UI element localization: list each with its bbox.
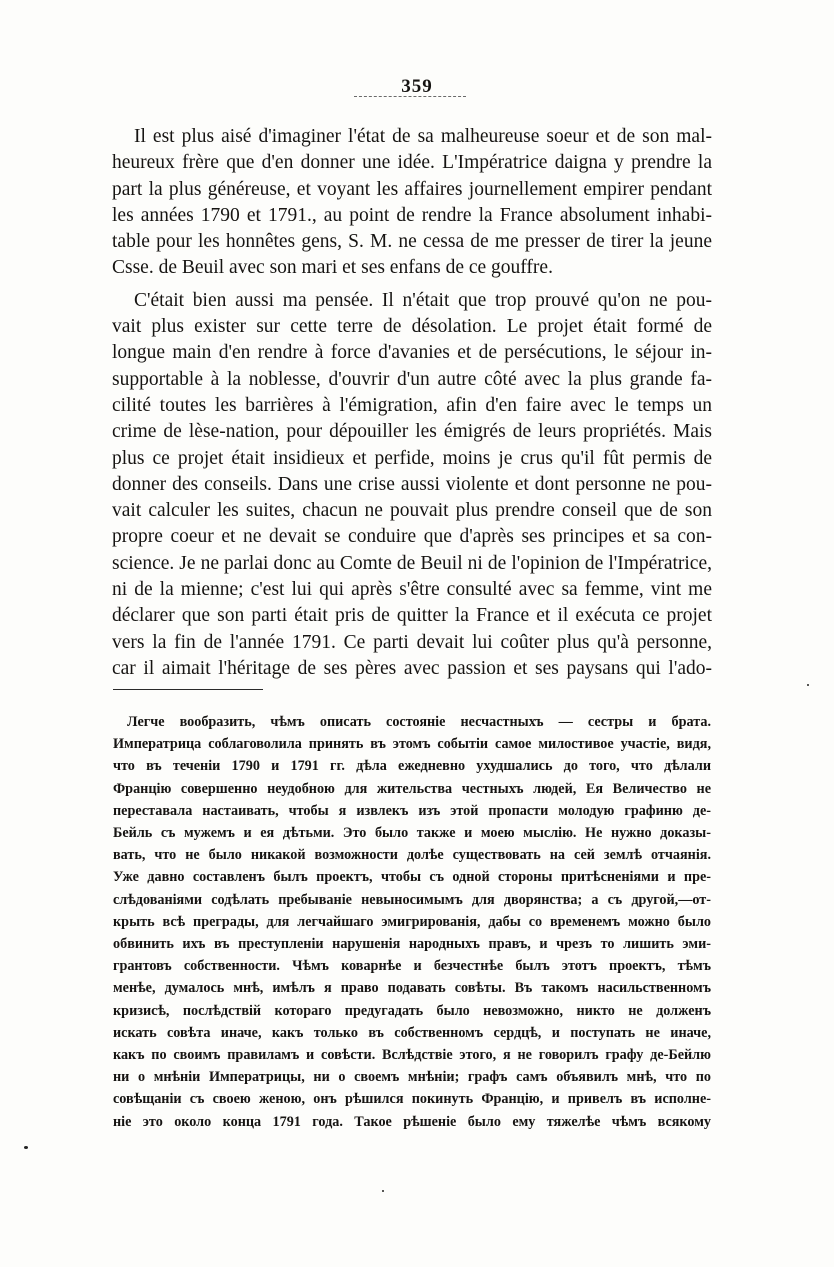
footnote-line: обвинить ихъ въ преступленіи нарушенія народныхъ правъ, и чрезъ то лишить эми- — [113, 936, 711, 953]
footnote-line: кризисѣ, послѣдствій котораго предугадать было невозможно, никто не долженъ — [113, 1002, 711, 1019]
footnote-line: слѣдованіями содѣлать пребываніе невыносимымъ для дворянства; а съ другой,—от- — [113, 891, 711, 908]
footnote-line: Легче вообразить, чѣмъ описать состояніе несчастныхъ — сестры и брата. — [127, 714, 711, 730]
page-number: 359 — [401, 76, 433, 97]
footnote-line: ни о мнѣніи Императрицы, ни о своемъ мнѣніи; графъ самъ объявилъ мнѣ, что по — [113, 1069, 711, 1086]
footnote-line: Францію совершенно неудобною для жительства честныхъ людей, Ея Величество не — [113, 780, 711, 797]
text-line: Csse. de Beuil avec son mari et ses enfans de ce gouffre. — [112, 257, 553, 279]
footnote-text — [113, 711, 711, 1133]
text-line: supportable à la noblesse, d'ouvrir d'un autre côté avec la plus grande fa- — [112, 368, 712, 390]
footnote-line: искать совѣта иначе, какъ только въ собственномъ сердцѣ, и поступать не иначе, — [113, 1024, 711, 1041]
footnote-line: Бейль съ мужемъ и ея дѣтьми. Это было также и моею мыслію. Не нужно доказы- — [113, 825, 711, 842]
text-line: Il est plus aisé d'imaginer l'état de sa malheureuse soeur et de son mal- — [134, 126, 712, 147]
page-number-rule — [354, 96, 466, 97]
ink-speck — [24, 1146, 28, 1149]
footnote-line: ніе это около конца 1791 года. Такое рѣшеніе было ему тяжелѣе чѣмъ всякому — [113, 1113, 711, 1130]
text-line: C'était bien aussi ma pensée. Il n'était que trop prouvé qu'on ne pou- — [134, 289, 712, 311]
footnote-line: крыть всѣ преграды, для легчайшаго эмигрированія, дабы со временемъ можно было — [113, 913, 711, 930]
text-line: propre coeur et ne devait se conduire que d'après ses principes et sa con- — [112, 526, 712, 548]
footnote-line: какъ по своимъ правиламъ и совѣсти. Вслѣдствіе этого, я не говорилъ графу де-Бейлю — [113, 1047, 711, 1064]
ink-speck — [382, 1190, 384, 1192]
footnote-line: Императрица соблаговолила принять въ этомъ событіи самое милостивое участіе, видя, — [113, 736, 711, 753]
footnote-line: вать, что не было никакой возможности долѣе существовать на сей землѣ отчаянія. — [113, 847, 711, 864]
footnote-line: Уже давно составленъ былъ проектъ, чтобы съ одной стороны притѣсненіями и пре- — [113, 869, 711, 886]
main-text — [112, 124, 712, 682]
text-line: déclarer que son parti était pris de quitter la France et il exécuta ce projet — [112, 605, 712, 627]
text-line: science. Je ne parlai donc au Comte de Beuil ni de l'opinion de l'Impératrice, — [112, 552, 712, 574]
text-line: cilité toutes les barrières à l'émigration, afin d'en faire avec le temps un — [112, 394, 712, 416]
ink-speck — [807, 684, 809, 686]
footnote-line: совѣщаніи съ своею женою, онъ рѣшился покинуть Францію, и привелъ въ исполне- — [113, 1091, 711, 1108]
footnote-line: грантовъ собственности. Чѣмъ коварнѣе и безчестнѣе былъ этотъ проектъ, тѣмъ — [113, 958, 711, 975]
text-line: les années 1790 et 1791., au point de rendre la France absolument inhabi- — [112, 204, 712, 226]
footnote-line: менѣе, думалось мнѣ, имѣлъ я право подавать совѣты. Въ такомъ насильственномъ — [113, 980, 711, 997]
text-line: longue main d'en rendre à force d'avanies et de persécutions, le séjour in- — [112, 342, 712, 364]
text-line: vers la fin de l'année 1791. Ce parti devait lui coûter plus qu'à personne, — [112, 631, 712, 653]
text-line: car il aimait l'héritage de ses pères avec passion et ses paysans qui l'ado- — [112, 657, 712, 679]
text-line: heureux frère que d'en donner une idée. L'Impératrice daigna y prendre la — [112, 152, 712, 174]
text-line: crime de lèse-nation, pour dépouiller les émigrés de leurs propriétés. Mais — [112, 421, 712, 443]
text-line: table pour les honnêtes gens, S. M. ne cessa de me presser de tirer la jeune — [112, 231, 712, 253]
text-line: ni de la mienne; c'est lui qui après s'être consulté avec sa femme, vint me — [112, 579, 712, 601]
text-line: plus ce projet était insidieux et perfide, moins je crus qu'il fût permis de — [112, 447, 712, 469]
footnote-rule — [113, 689, 263, 690]
footnote-line: что въ теченіи 1790 и 1791 гг. дѣла ежедневно ухудшались до того, что дѣлали — [113, 758, 711, 775]
text-line: donner des conseils. Dans une crise aussi violente et dont personne ne pou- — [112, 473, 712, 495]
text-line: vait plus exister sur cette terre de désolation. Le projet était formé de — [112, 316, 712, 338]
text-line: part la plus généreuse, et voyant les affaires journellement empirer pendant — [112, 178, 712, 200]
footnote-line: переставала настаивать, чтобы я извлекъ изъ этой пропасти молодую графиню де- — [113, 802, 711, 819]
text-line: vait calculer les suites, chacun ne pouvait plus prendre conseil que de son — [112, 500, 712, 522]
